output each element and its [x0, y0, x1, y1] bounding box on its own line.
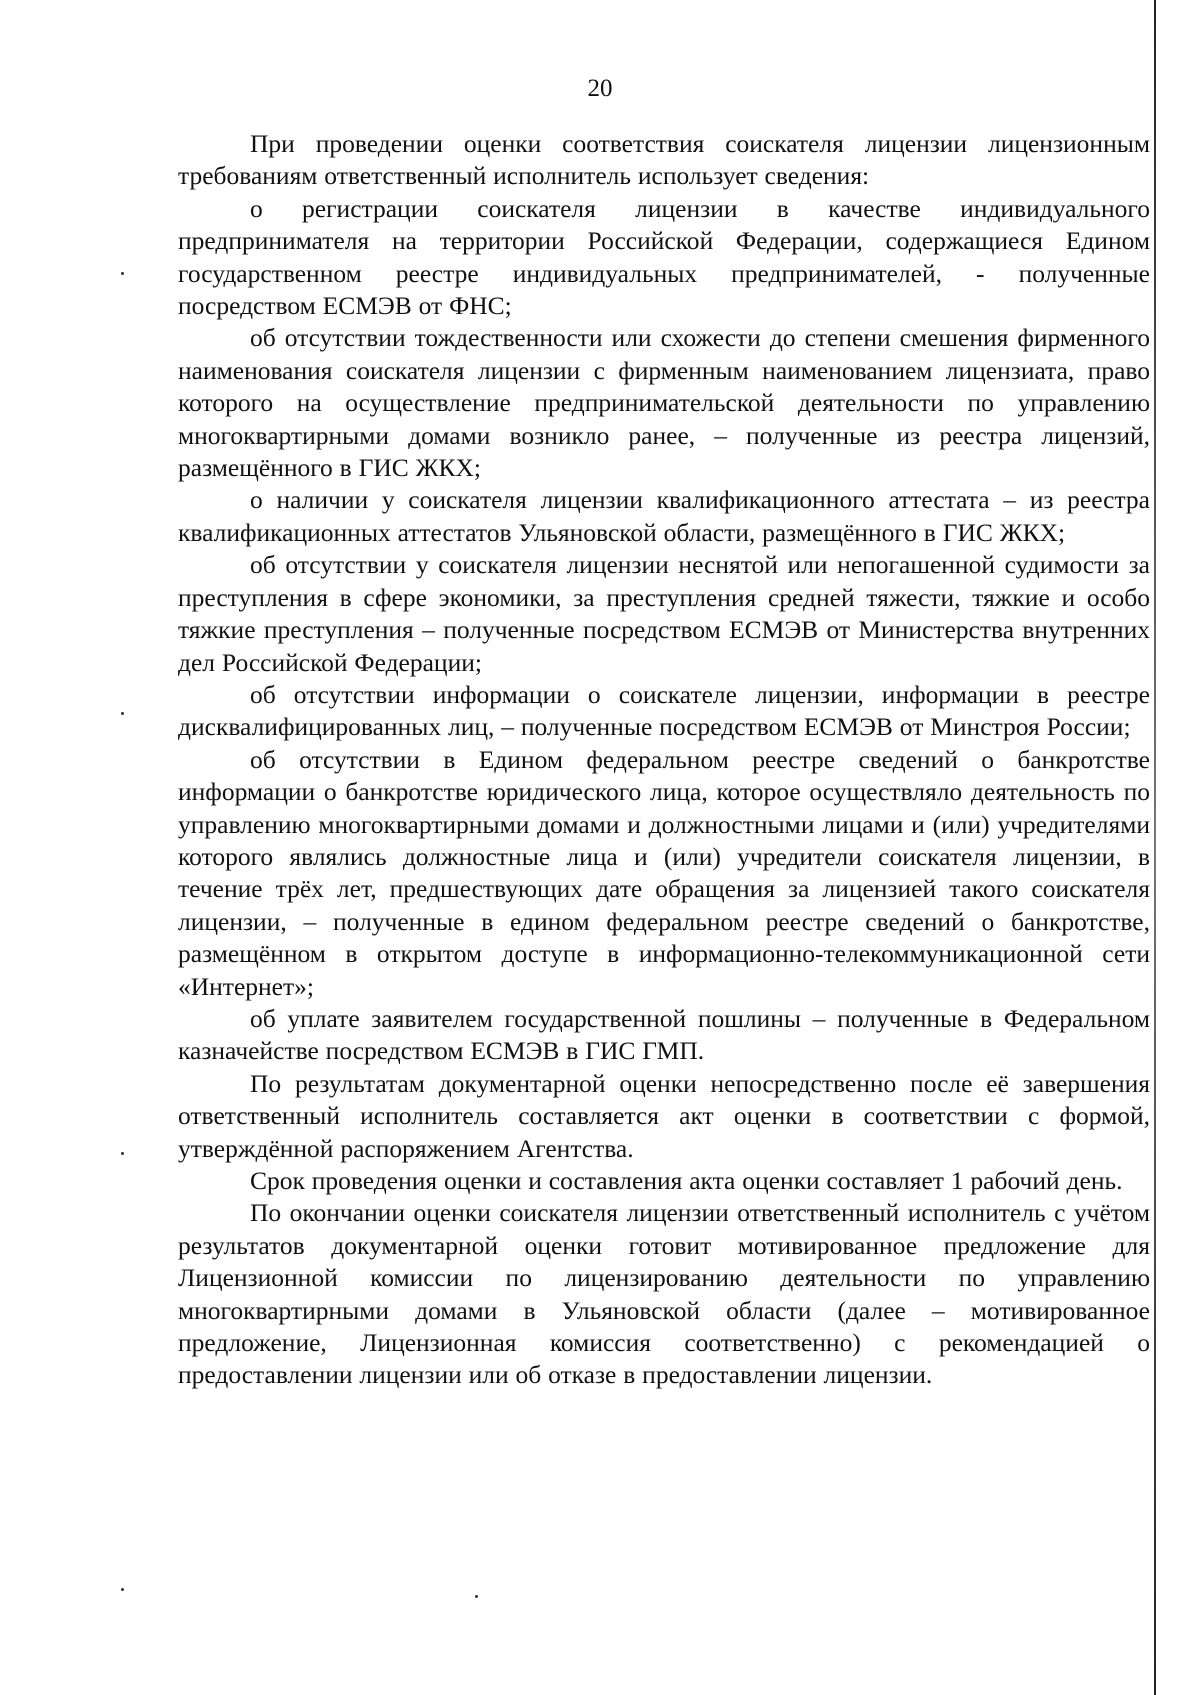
scan-edge-line	[1154, 0, 1156, 1695]
paragraph-criminal-record: об отсутствии у соискателя лицензии неснятой или непогашенной судимости за преступления в сфере экономики, за преступления средней тяжести, тяжкие и особо тяжкие преступления – полученные посредством ЕСМЭВ от Министерства внутренних дел Российской Федерации;	[178, 550, 1150, 677]
scan-dot	[475, 1595, 478, 1598]
paragraph-assessment-act: По результатам документарной оценки непосредственно после её завершения ответственный исполнитель составляется акт оценки в соответствии с формой, утверждённой распоряжением Агентства.	[178, 1068, 1150, 1163]
paragraph-registration: о регистрации соискателя лицензии в качестве индивидуального предпринимателя на территории Российской Федерации, содержащиеся Едином государственном реестре индивидуальных предпринимателей, - полученные посредством ЕСМЭВ от ФНС;	[178, 193, 1150, 321]
paragraph-disqualified: об отсутствии информации о соискателе лицензии, информации в реестре дисквалифицированных лиц, – полученные посредством ЕСМЭВ от Минстроя России;	[178, 679, 1150, 742]
document-body	[178, 128, 1150, 1392]
scan-dot	[121, 712, 124, 715]
page-number: 20	[587, 75, 613, 102]
scan-dot	[121, 272, 124, 275]
paragraph-qualification: о наличии у соискателя лицензии квалификационного аттестата – из реестра квалификационных аттестатов Ульяновской области, размещённого в ГИС ЖКХ;	[178, 485, 1150, 547]
scan-dot	[121, 1588, 124, 1591]
paragraph-bankruptcy: об отсутствии в Едином федеральном реестре сведений о банкротстве информации о банкротстве юридического лица, которое осуществляло деятельность по управлению многоквартирными домами и должностными лицами и (или) учредителями которого являлись должностные лица и (или) учредители соискателя лицензии, в течение трёх лет, предшествующих дате обращения за лицензией такого соискателя лицензии, – полученные в едином федеральном реестре сведений о банкротстве, размещённом в открытом доступе в информационно-телекоммуникационной сети «Интернет»;	[178, 744, 1150, 1001]
paragraph-intro: При проведении оценки соответствия соискателя лицензии лицензионным требованиям ответственный исполнитель использует сведения:	[178, 129, 1150, 191]
paragraph-company-name: об отсутствии тождественности или схожести до степени смешения фирменного наименования соискателя лицензии с фирменным наименованием лицензиата, право которого на осуществление предпринимательской деятельности по управлению многоквартирными домами возникло ранее, – полученные из реестра лицензий, размещённого в ГИС ЖКХ;	[178, 323, 1150, 483]
paragraph-proposal: По окончании оценки соискателя лицензии ответственный исполнитель с учётом результатов документарной оценки готовит мотивированное предложение для Лицензионной комиссии по лицензированию деятельности по управлению многоквартирными домами в Ульяновской области (далее – мотивированное предложение, Лицензионная комиссия соответственно) с рекомендацией о предоставлении лицензии или об отказе в предоставлении лицензии.	[178, 1198, 1150, 1390]
paragraph-state-fee: об уплате заявителем государственной пошлины – полученные в Федеральном казначействе посредством ЕСМЭВ в ГИС ГМП.	[178, 1003, 1150, 1066]
paragraph-deadline: Срок проведения оценки и составления акта оценки составляет 1 рабочий день.	[250, 1166, 1123, 1195]
scan-dot	[121, 1152, 124, 1155]
